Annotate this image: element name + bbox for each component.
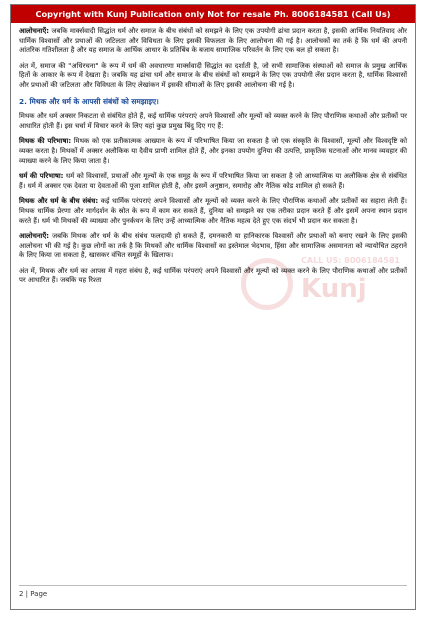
paragraph-myth-definition	[19, 137, 407, 166]
paragraph-religion-definition	[19, 172, 407, 191]
paragraph-label: धर्म की परिभाषा:	[19, 172, 64, 181]
paragraph-conclusion-marxist: अंत में, समाज की "अधिरचना" के रूप में धर्म की अवधारणा मार्क्सवादी सिद्धांत का दर्शाती है, जो सभी सामाजिक संस्थाओं को समाज के प्रमुख आर्थिक हितों के आकार के रूप में देखता है। जबकि यह ढांचा धर्म और समाज के बीच संबंधों को समझने के लिए एक उपयोगी लेंस प्रदान करता है, धार्मिक विश्वासों और प्रथाओं की जटिलता और विविधता के लिए लेखांकन में इसकी सीमाओं के लिए इसकी आलोचना की गई है।	[19, 61, 407, 89]
paragraph-label: मिथक की परिभाषा:	[19, 137, 72, 146]
paragraph-label: मिथक और धर्म के बीच संबंध:	[19, 197, 99, 206]
question-heading: 2. मिथक और धर्म के आपसी संबंधों को समझाइए।	[19, 96, 159, 106]
page-number: 2 | Page	[19, 590, 48, 598]
paragraph-text: धर्म को विश्वासों, प्रथाओं और मूल्यों के एक समूह के रूप में परिभाषित किया जा सकता है जो आध्यात्मिक या अलौकिक क्षेत्र से संबंधित हैं। धर्म में अक्सर एक देवता या देवताओं की पूजा शामिल होती है, और इसमें अनुष्ठान, समारोह और नैतिक कोड शामिल हो सकते हैं।	[19, 172, 407, 190]
document-body	[19, 27, 407, 292]
paragraph-criticisms-marxist	[19, 27, 407, 56]
paragraph-text: जबकि मिथक और धर्म के बीच संबंध फलदायी हो सकते हैं, दमनकारी या हानिकारक विश्वासों और प्रथाओं को बनाए रखने के लिए इसकी आलोचना भी की गई है। कुछ लोगों का तर्क है कि मिथकों और धार्मिक विश्वासों का इस्तेमाल भेदभाव, हिंसा और सामाजिक असमानता को न्यायोचित ठहराने के लिए किया जा सकता है, खासकर वंचित समूहों के खिलाफ।	[19, 232, 407, 260]
paragraph-criticisms-myth	[19, 232, 407, 261]
footer-divider	[19, 585, 407, 586]
paragraph-label: आलोचनाएँ:	[19, 27, 50, 35]
paragraph-intro: मिथक और धर्म अक्सर निकटता से संबंधित होते हैं, कई धार्मिक परंपराएं अपने विश्वासों और मूल्यों को व्यक्त करने के लिए पौराणिक कथाओं और प्रतीकों पर आधारित होती हैं। इस चर्चा में विचार करने के लिए यहां कुछ प्रमुख बिंदु दिए गए हैं:	[19, 112, 407, 130]
paragraph-text: मिथक को एक प्रतीकात्मक आख्यान के रूप में परिभाषित किया जा सकता है जो एक संस्कृति के विश्वासों, मूल्यों और विश्वदृष्टि को व्यक्त करता है। मिथकों में अक्सर अलौकिक या दैवीय प्राणी शामिल होते हैं, और इनका उपयोग दुनिया की उत्पत्ति, प्राकृतिक घटनाओं और मानव व्यवहार की व्याख्या करने के लिए किया जाता है।	[19, 137, 407, 165]
paragraph-relationship	[19, 197, 407, 226]
paragraph-conclusion-myth: अंत में, मिथक और धर्म का आपस में गहरा संबंध है, कई धार्मिक परंपराएं अपने विश्वासों और मूल्यों को व्यक्त करने के लिए पौराणिक कथाओं और प्रतीकों पर आधारित हैं। जबकि यह रिश्ता	[19, 266, 407, 285]
copyright-header: Copyright with Kunj Publication only Not for resale Ph. 8006184581 (Call Us)	[11, 5, 415, 23]
paragraph-text: जबकि मार्क्सवादी सिद्धांत धर्म और समाज के बीच संबंधों को समझने के लिए एक उपयोगी ढांचा प्रदान करता है, इसकी आर्थिक नियतिवाद और धार्मिक विश्वासों और प्रथाओं की जटिलता और विविधता के लिए इसकी विफलता के लिए आलोचना की गई है। आलोचकों का तर्क है कि धर्म की अपनी आंतरिक गतिशीलता है और यह समाज के आर्थिक आधार के प्रतिबिंब के बजाय सामाजिक परिवर्तन के लिए एक बल हो सकता है।	[19, 27, 407, 55]
paragraph-label: आलोचनाएँ:	[19, 232, 50, 241]
watermark-name: Kunj	[301, 274, 367, 304]
page-frame	[10, 4, 416, 610]
watermark-phone: CALL US: 8006184581	[301, 256, 400, 265]
paragraph-text: कई धार्मिक परंपराएं अपने विश्वासों और मूल्यों को व्यक्त करने के लिए पौराणिक कथाओं और प्रतीकों का सहारा लेती हैं। मिथक धार्मिक प्रेरणा और मार्गदर्शन के स्रोत के रूप में काम कर सकते हैं, दुनिया को समझने का एक तरीका प्रदान करते हैं और इसमें अपना स्थान प्रदान करते हैं। धर्म भी मिथकों की व्याख्या और पुनर्कथन के लिए उन्हें आध्यात्मिक और नैतिक महत्व देते हुए एक संदर्भ भी प्रदान कर सकता है।	[19, 197, 407, 225]
